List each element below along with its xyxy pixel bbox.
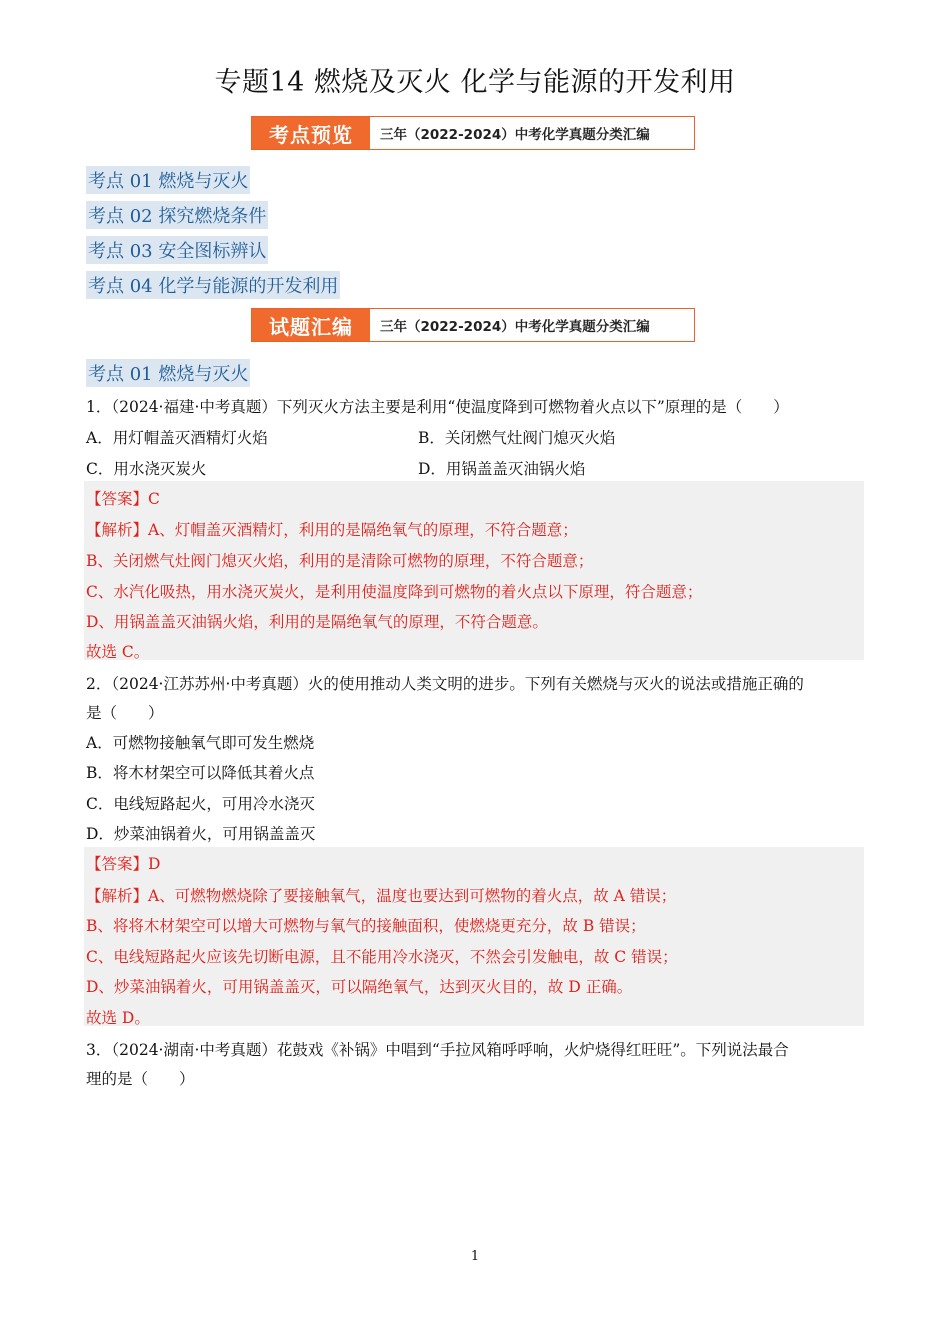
q1-explanation-1: 【解析】A、灯帽盖灭酒精灯，利用的是隔绝氧气的原理，不符合题意； xyxy=(86,521,578,539)
q2-option-d: D．炒菜油锅着火，可用锅盖盖灭 xyxy=(86,825,316,843)
q2-explanation-3: C、电线短路起火应该先切断电源，且不能用冷水浇灭，不然会引发触电，故 C 错误； xyxy=(86,948,678,966)
section-heading: 考点 01 燃烧与灭火 xyxy=(86,359,250,387)
q2-option-c: C．电线短路起火，可用冷水浇灭 xyxy=(86,795,315,813)
q3-stem-line2: 理的是（ ） xyxy=(86,1070,195,1088)
q2-explanation-4: D、炒菜油锅着火，可用锅盖盖灭，可以隔绝氧气，达到灭火目的，故 D 正确。 xyxy=(86,978,633,996)
q2-explanation-5: 故选 D。 xyxy=(86,1009,150,1027)
q2-stem-line2: 是（ ） xyxy=(86,704,164,722)
q1-option-a: A．用灯帽盖灭酒精灯火焰 xyxy=(86,429,268,447)
q2-option-a: A．可燃物接触氧气即可发生燃烧 xyxy=(86,734,315,752)
toc-item-1[interactable]: 考点 01 燃烧与灭火 xyxy=(86,166,250,194)
preview-banner xyxy=(251,116,695,150)
banner-tag: 试题汇编 xyxy=(252,309,370,341)
q1-option-b: B．关闭燃气灶阀门熄灭火焰 xyxy=(418,429,616,447)
questions-banner xyxy=(251,308,695,342)
banner-text: 三年（2022-2024）中考化学真题分类汇编 xyxy=(380,127,650,143)
page-number: 1 xyxy=(470,1249,480,1264)
banner-tag: 考点预览 xyxy=(252,117,370,149)
toc-item-3[interactable]: 考点 03 安全图标辨认 xyxy=(86,236,268,264)
q2-explanation-2: B、将将木材架空可以增大可燃物与氧气的接触面积，使燃烧更充分，故 B 错误； xyxy=(86,917,646,935)
q1-explanation-3: C、水汽化吸热，用水浇灭炭火，是利用使温度降到可燃物的着火点以下原理，符合题意； xyxy=(86,583,703,601)
q1-option-d: D．用锅盖盖灭油锅火焰 xyxy=(418,460,586,478)
toc-item-4[interactable]: 考点 04 化学与能源的开发利用 xyxy=(86,271,340,299)
q1-explanation-2: B、关闭燃气灶阀门熄灭火焰，利用的是清除可燃物的原理，不符合题意； xyxy=(86,552,594,570)
page-title: 专题14 燃烧及灭火 化学与能源的开发利用 xyxy=(214,67,736,98)
banner-text: 三年（2022-2024）中考化学真题分类汇编 xyxy=(380,319,650,335)
q2-option-b: B．将木材架空可以降低其着火点 xyxy=(86,764,315,782)
q1-answer: 【答案】C xyxy=(86,490,160,508)
q2-answer-box xyxy=(84,847,864,1026)
toc-item-2[interactable]: 考点 02 探究燃烧条件 xyxy=(86,201,268,229)
q1-explanation-5: 故选 C。 xyxy=(86,643,150,661)
q2-answer: 【答案】D xyxy=(86,855,161,873)
q1-stem: 1．（2024·福建·中考真题）下列灭火方法主要是利用“使温度降到可燃物着火点以下”原理的是（ ） xyxy=(86,398,789,416)
q2-stem-line1: 2．（2024·江苏苏州·中考真题）火的使用推动人类文明的进步。下列有关燃烧与灭火的说法或措施正确的 xyxy=(86,675,804,693)
q2-explanation-1: 【解析】A、可燃物燃烧除了要接触氧气，温度也要达到可燃物的着火点，故 A 错误； xyxy=(86,887,677,905)
q1-explanation-4: D、用锅盖盖灭油锅火焰，利用的是隔绝氧气的原理，不符合题意。 xyxy=(86,613,548,631)
q3-stem-line1: 3．（2024·湖南·中考真题）花鼓戏《补锅》中唱到“手拉风箱呼呼响，火炉烧得红旺旺”。下列说法最合 xyxy=(86,1041,789,1059)
q1-option-c: C．用水浇灭炭火 xyxy=(86,460,207,478)
